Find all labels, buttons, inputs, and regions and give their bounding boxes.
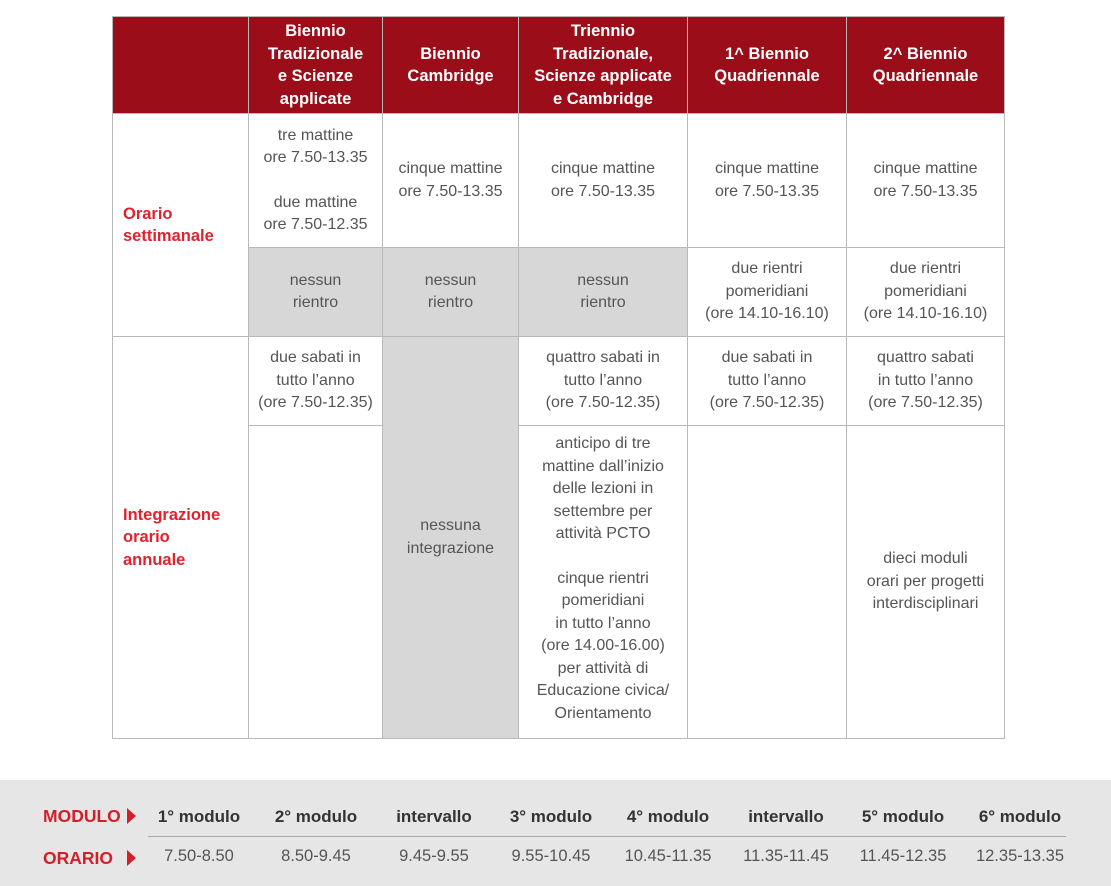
- orario-label: ORARIO: [43, 848, 113, 868]
- module-label: 2° modulo: [274, 807, 358, 826]
- module-time: 8.50-9.45: [281, 847, 351, 865]
- schedule-table: [112, 16, 1005, 739]
- module-time: 11.45-12.35: [859, 847, 947, 865]
- cell-quad2-mornings: cinque mattine ore 7.50-13.35: [847, 114, 1005, 248]
- module-time: 10.45-11.35: [624, 847, 712, 865]
- module-label: 4° modulo: [626, 807, 710, 826]
- module-label: 6° modulo: [978, 807, 1062, 826]
- cell-biennio-trad-saturdays: due sabati in tutto l’anno (ore 7.50-12.35): [249, 337, 383, 426]
- cell-quad1-saturdays: due sabati in tutto l’anno (ore 7.50-12.35): [688, 337, 847, 426]
- row-label-orario-settimanale: Orario settimanale: [113, 114, 249, 337]
- row-label-integrazione-orario-annuale: Integrazione orario annuale: [113, 337, 249, 739]
- header-empty-cell: [113, 17, 249, 114]
- cell-quad1-empty: [688, 426, 847, 739]
- modulo-arrow-icon: [127, 808, 136, 824]
- orario-arrow-icon: [127, 850, 136, 866]
- mornings-two-text: due mattine ore 7.50-12.35: [263, 193, 368, 233]
- mornings-three-text: tre mattine ore 7.50-13.35: [263, 126, 368, 166]
- module-label: intervallo: [748, 807, 824, 826]
- header-biennio-tradizionale: Biennio Tradizionale e Scienze applicate: [249, 17, 383, 114]
- paragraph-gap: [522, 546, 684, 568]
- module-time: 11.35-11.45: [743, 847, 829, 865]
- cell-triennio-returns: nessun rientro: [519, 248, 688, 337]
- cell-cambridge-mornings: cinque mattine ore 7.50-13.35: [383, 114, 519, 248]
- header-biennio-cambridge: Biennio Cambridge: [383, 17, 519, 114]
- cell-triennio-extra: [519, 426, 688, 739]
- cell-quad2-returns: due rientri pomeridiani (ore 14.10-16.10): [847, 248, 1005, 337]
- cell-quad2-moduli: dieci moduli orari per progetti interdisciplinari: [847, 426, 1005, 739]
- module-time: 7.50-8.50: [164, 847, 234, 865]
- footer-divider: [148, 836, 1066, 837]
- triennio-rientri-text: cinque rientri pomeridiani in tutto l’anno (ore 14.00-16.00) per attività di Educazione civica/ Orientamento: [536, 569, 670, 722]
- module-label: 1° modulo: [157, 807, 241, 826]
- cell-quad1-returns: due rientri pomeridiani (ore 14.10-16.10): [688, 248, 847, 337]
- cell-triennio-mornings: cinque mattine ore 7.50-13.35: [519, 114, 688, 248]
- header-triennio: Triennio Tradizionale, Scienze applicate e Cambridge: [519, 17, 688, 114]
- cell-quad1-mornings: cinque mattine ore 7.50-13.35: [688, 114, 847, 248]
- module-time: 12.35-13.35: [975, 847, 1065, 865]
- cell-cambridge-integrazione: nessuna integrazione: [383, 337, 519, 739]
- module-label: 5° modulo: [861, 807, 945, 826]
- header-row: [113, 17, 1005, 114]
- cell-triennio-saturdays: quattro sabati in tutto l’anno (ore 7.50-12.35): [519, 337, 688, 426]
- cell-biennio-trad-returns: nessun rientro: [249, 248, 383, 337]
- module-label: 3° modulo: [509, 807, 593, 826]
- triennio-pcto-text: anticipo di tre mattine dall’inizio delle lezioni in settembre per attività PCTO: [542, 435, 664, 542]
- cell-quad2-saturdays: quattro sabati in tutto l’anno (ore 7.50-12.35): [847, 337, 1005, 426]
- module-label: intervallo: [396, 807, 472, 826]
- cell-biennio-trad-empty: [249, 426, 383, 739]
- paragraph-gap: [252, 170, 379, 192]
- header-1-biennio-quadriennale: 1^ Biennio Quadriennale: [688, 17, 847, 114]
- weekly-mornings-row: [113, 114, 1005, 248]
- modulo-label: MODULO: [43, 806, 121, 826]
- cell-biennio-trad-mornings: [249, 114, 383, 248]
- timetable-footer: [0, 780, 1111, 886]
- header-2-biennio-quadriennale: 2^ Biennio Quadriennale: [847, 17, 1005, 114]
- cell-cambridge-returns: nessun rientro: [383, 248, 519, 337]
- annual-saturdays-row: [113, 337, 1005, 426]
- module-time: 9.55-10.45: [511, 847, 591, 865]
- module-time: 9.45-9.55: [399, 847, 469, 865]
